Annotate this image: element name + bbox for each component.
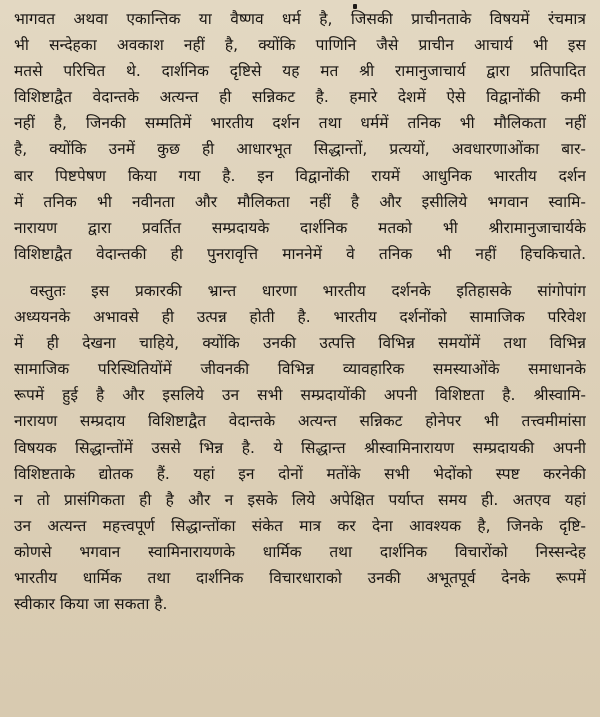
text-line: है, क्योंकि उनमें कुछ ही आधारभूत सिद्धान्तों, प्रत्ययों, अवधारणाओंका बार- xyxy=(14,140,586,159)
text-line: विशिष्टाद्वैत वेदान्तके अत्यन्त ही सन्निकट है. हमारे देशमें ऐसे विद्वानोंकी कमी xyxy=(14,88,586,107)
text-line: रूपमें हुई है और इसलिये उन सभी सम्प्रदायोंकी अपनी विशिष्टता है. श्रीस्वामि- xyxy=(14,386,586,405)
text-line: वस्तुतः इस प्रकारकी भ्रान्त धारणा भारतीय दर्शनके इतिहासके सांगोपांग xyxy=(30,281,586,300)
text-line: सामाजिक परिस्थितियोंमें जीवनकी विभिन्न व्यावहारिक समस्याओंके समाधानके xyxy=(14,360,586,379)
paragraph-1 xyxy=(14,6,586,267)
text-line: विशिष्टाद्वैत वेदान्तकी ही पुनरावृत्ति माननेमें वे तनिक भी नहीं हिचकिचाते. xyxy=(14,244,586,263)
text-line: नारायण द्वारा प्रवर्तित सम्प्रदायके दार्शनिक मतको भी श्रीरामानुजाचार्यके xyxy=(14,218,586,237)
text-line: नहीं है, जिनकी सम्मतिमें भारतीय दर्शन तथा धर्ममें तनिक भी मौलिकता नहीं xyxy=(14,114,586,133)
text-line: भी सन्देहका अवकाश नहीं है, क्योंकि पाणिनि जैसे प्राचीन आचार्य भी इस xyxy=(14,36,586,55)
paragraph-2 xyxy=(14,278,586,617)
text-line: कोणसे भगवान स्वामिनारायणके धार्मिक तथा दार्शनिक विचारोंको निस्सन्देह xyxy=(14,542,586,561)
text-line: स्वीकार किया जा सकता है. xyxy=(14,595,168,614)
text-line: भारतीय धार्मिक तथा दार्शनिक विचारधाराको उनकी अभूतपूर्व देनके रूपमें xyxy=(14,568,586,587)
text-line: विशिष्टताके द्योतक हैं. यहां इन दोनों मतोंके सभी भेदोंको स्पष्ट करनेकी xyxy=(14,464,586,483)
text-line: विषयक सिद्धान्तोंमें उससे भिन्न है. ये सिद्धान्त श्रीस्वामिनारायण सम्प्रदायकी अपनी xyxy=(14,438,586,457)
text-line: भागवत अथवा एकान्तिक या वैष्णव धर्म है, जिसकी प्राचीनताके विषयमें रंचमात्र xyxy=(14,10,586,28)
text-line: न तो प्रासंगिकता ही है और न इसके लिये अपेक्षित पर्याप्त समय ही. अतएव यहां xyxy=(14,490,586,509)
text-line: अध्ययनके अभावसे ही उत्पन्न होती है. भारतीय दर्शनोंको सामाजिक परिवेश xyxy=(14,308,586,327)
text-line: में तनिक भी नवीनता और मौलिकता नहीं है और इसीलिये भगवान स्वामि- xyxy=(14,192,586,211)
text-line: मतसे परिचित थे. दार्शनिक दृष्टिसे यह मत श्री रामानुजाचार्य द्वारा प्रतिपादित xyxy=(14,62,586,81)
text-line: उन अत्यन्त महत्त्वपूर्ण सिद्धान्तोंका संकेत मात्र कर देना आवश्यक है, जिनके दृष्टि- xyxy=(14,516,586,535)
text-line: नारायण सम्प्रदाय विशिष्टाद्वैत वेदान्तके अत्यन्त सन्निकट होनेपर भी तत्त्वमीमांसा xyxy=(14,412,586,431)
text-line: में ही देखना चाहिये, क्योंकि उनकी उत्पत्ति विभिन्न समयोंमें तथा विभिन्न xyxy=(14,334,586,353)
body-text xyxy=(14,6,586,617)
text-line: बार पिष्टपेषण किया गया है. इन विद्वानोंकी रायमें आधुनिक भारतीय दर्शन xyxy=(14,166,586,185)
paragraph-gap xyxy=(14,267,586,278)
